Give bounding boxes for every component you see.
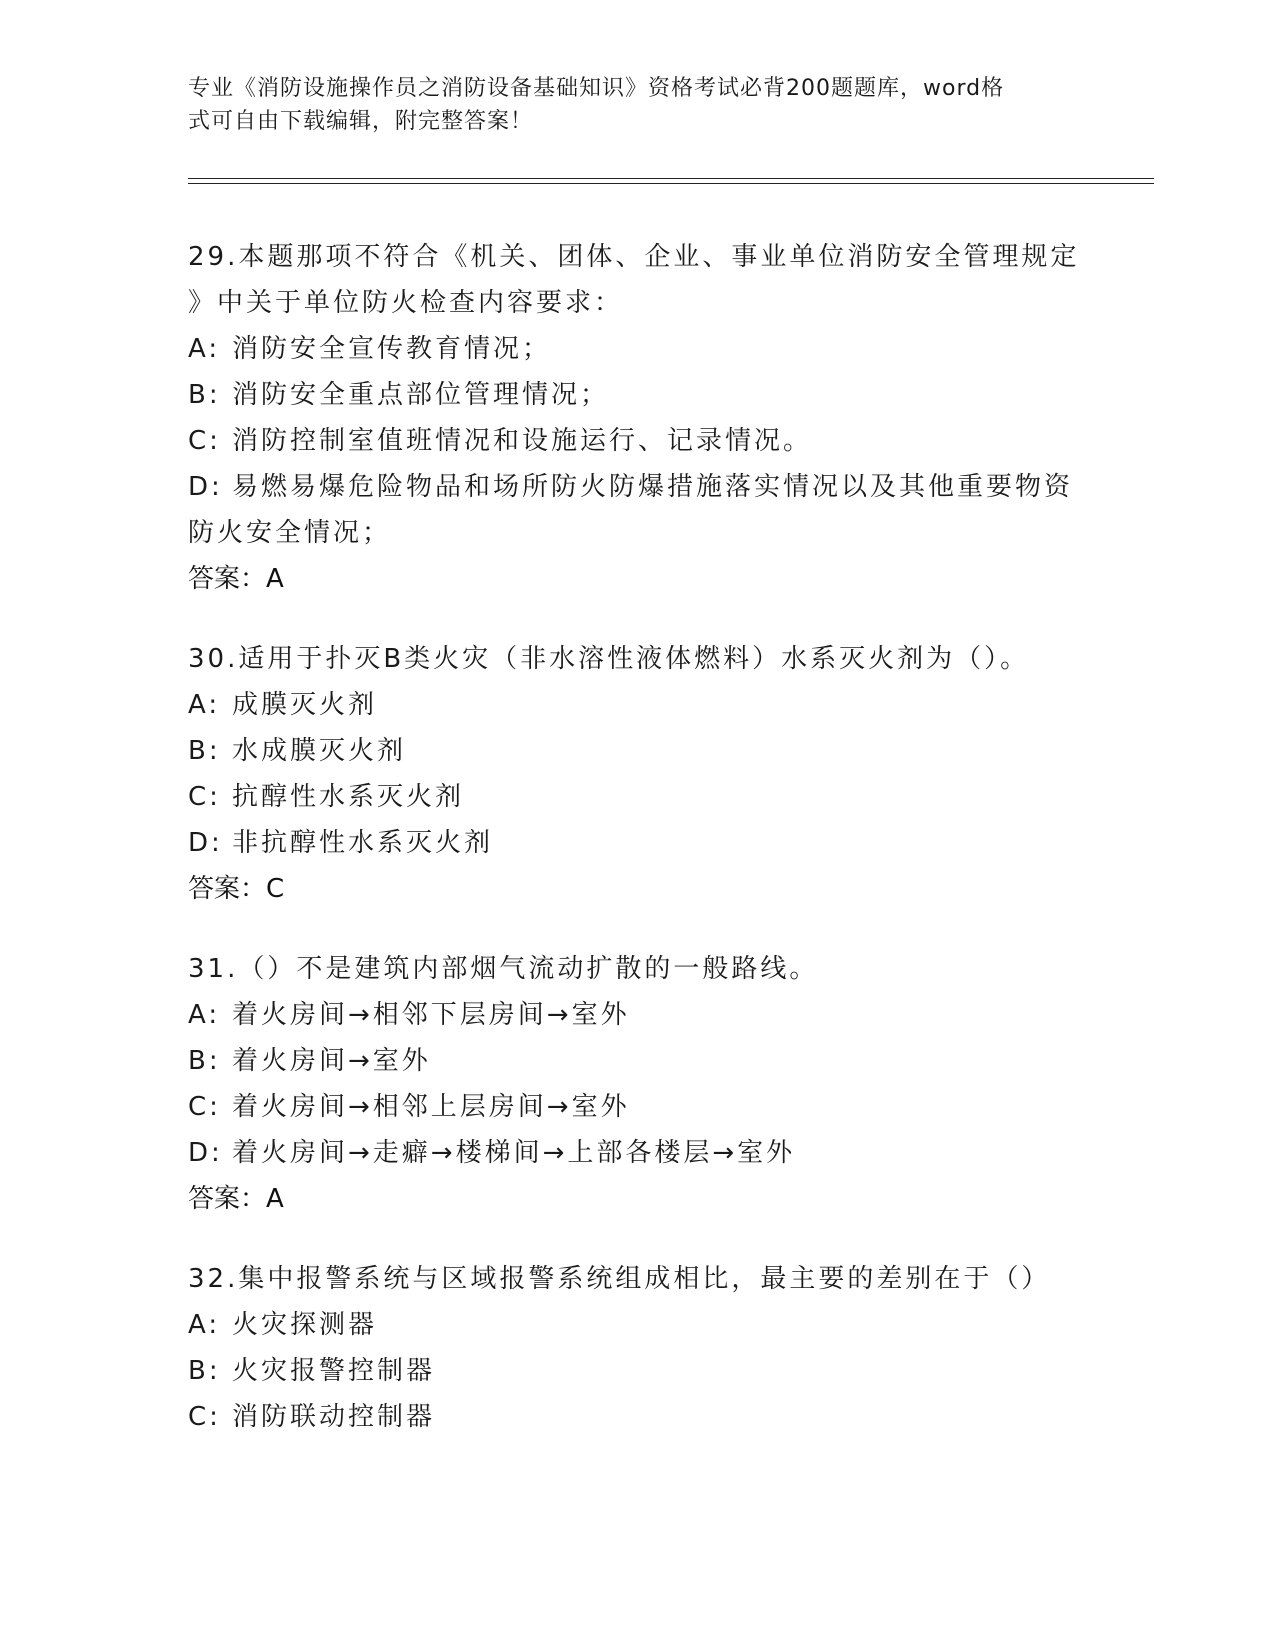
option-a: A: 消防安全宣传教育情况； xyxy=(188,334,552,364)
answer: 答案：A xyxy=(188,564,284,594)
option-d: D: 着火房间→走癖→楼梯间→上部各楼层→室外 xyxy=(188,1138,796,1168)
question-stem-continued: 》中关于单位防火检查内容要求： xyxy=(188,288,624,318)
header-line-1: 专业《消防设施操作员之消防设备基础知识》资格考试必背200题题库，word格 xyxy=(188,76,1005,101)
document-header xyxy=(188,72,1068,138)
option-d-continued: 防火安全情况； xyxy=(188,518,392,548)
option-a: A: 成膜灭火剂 xyxy=(188,690,378,720)
option-d: D: 非抗醇性水系灭火剂 xyxy=(188,828,494,858)
question-stem: 30.适用于扑灭B类火灾（非水溶性液体燃料）水系灭火剂为（）。 xyxy=(188,644,1030,674)
header-line-2: 式可自由下载编辑，附完整答案！ xyxy=(188,109,534,134)
option-c: C: 抗醇性水系灭火剂 xyxy=(188,782,465,812)
option-c: C: 着火房间→相邻上层房间→室外 xyxy=(188,1092,630,1122)
question-stem: 29.本题那项不符合《机关、团体、企业、事业单位消防安全管理规定 xyxy=(188,242,1080,272)
option-d: D: 易燃易爆危险物品和场所防火防爆措施落实情况以及其他重要物资 xyxy=(188,472,1074,502)
question-32 xyxy=(188,1256,1088,1440)
option-b: B: 火灾报警控制器 xyxy=(188,1356,436,1386)
question-stem: 32.集中报警系统与区域报警系统组成相比，最主要的差别在于（） xyxy=(188,1264,1051,1294)
answer: 答案：A xyxy=(188,1184,284,1214)
answer: 答案：C xyxy=(188,874,285,904)
option-b: B: 消防安全重点部位管理情况； xyxy=(188,380,610,410)
option-a: A: 着火房间→相邻下层房间→室外 xyxy=(188,1000,630,1030)
question-31 xyxy=(188,946,1088,1222)
question-30 xyxy=(188,636,1088,912)
header-divider-bottom xyxy=(188,183,1154,184)
header-divider-top xyxy=(188,178,1154,179)
question-stem: 31.（）不是建筑内部烟气流动扩散的一般路线。 xyxy=(188,954,819,984)
option-a: A: 火灾探测器 xyxy=(188,1310,378,1340)
option-c: C: 消防控制室值班情况和设施运行、记录情况。 xyxy=(188,426,813,456)
option-b: B: 水成膜灭火剂 xyxy=(188,736,407,766)
option-b: B: 着火房间→室外 xyxy=(188,1046,431,1076)
option-c: C: 消防联动控制器 xyxy=(188,1402,436,1432)
question-list xyxy=(188,234,1088,1474)
question-29 xyxy=(188,234,1088,602)
